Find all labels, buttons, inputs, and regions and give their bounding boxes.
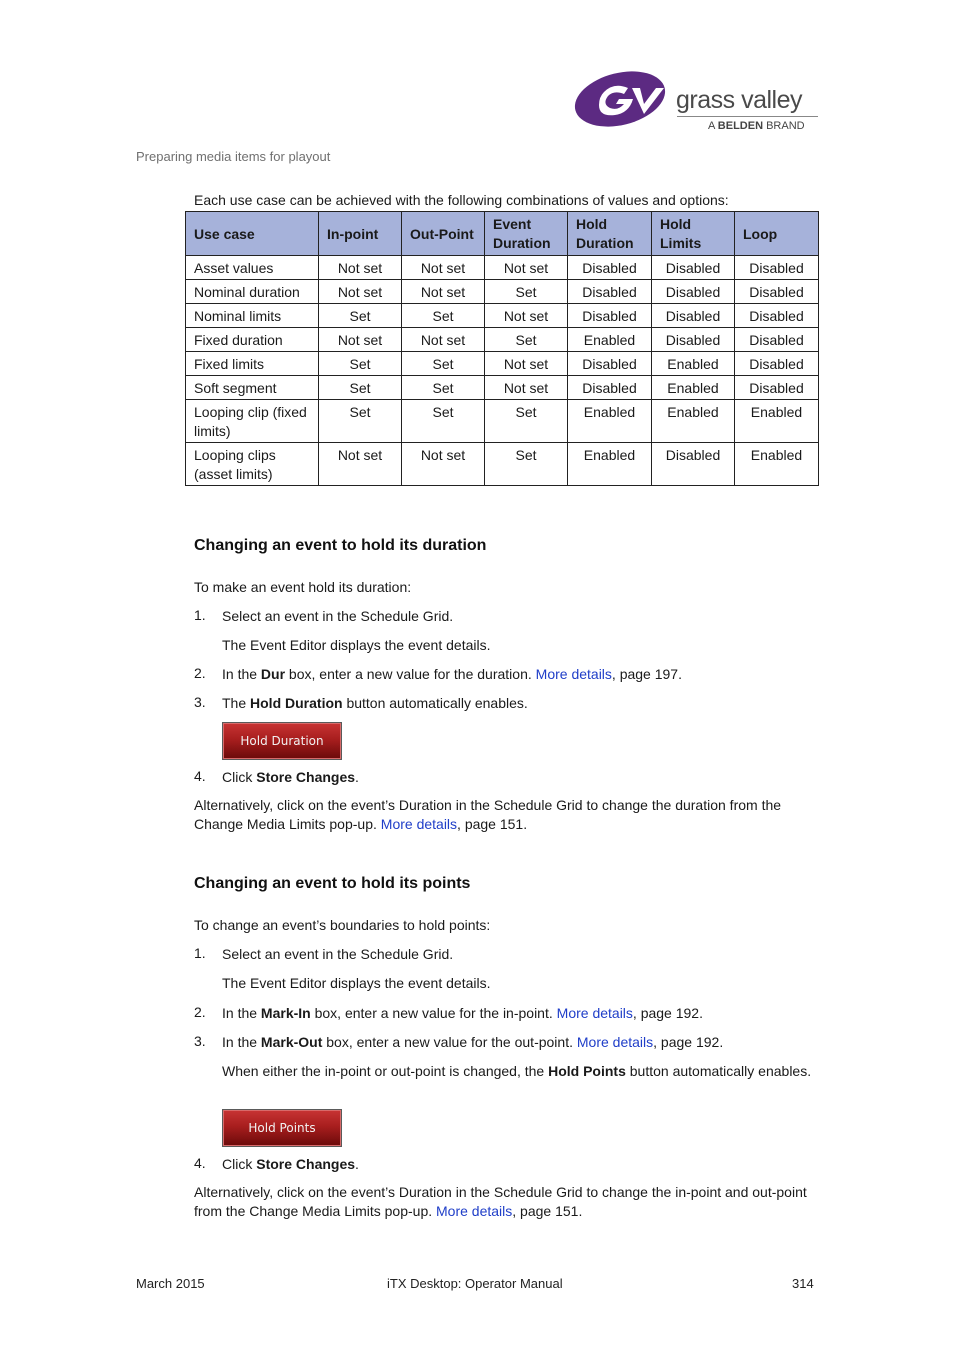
table-cell: Disabled xyxy=(735,376,819,400)
table-intro: Each use case can be achieved with the following combinations of values and options: xyxy=(194,192,729,208)
table-cell: Disabled xyxy=(568,376,652,400)
more-details-link[interactable]: More details xyxy=(436,1203,513,1219)
step-number: 2. xyxy=(194,1004,206,1020)
table-cell: Set xyxy=(485,328,568,352)
table-row xyxy=(186,400,819,443)
table-row xyxy=(186,376,819,400)
table-header-cell: Hold Limits xyxy=(652,212,735,256)
table-cell: Set xyxy=(402,304,485,328)
table-row xyxy=(186,256,819,280)
table-header-cell: Event Duration xyxy=(485,212,568,256)
table-cell: Not set xyxy=(402,256,485,280)
footer-date: March 2015 xyxy=(136,1276,205,1291)
footer-page-number: 314 xyxy=(792,1276,814,1291)
table-body xyxy=(186,256,819,486)
footer-title: iTX Desktop: Operator Manual xyxy=(387,1276,563,1291)
section2-step1: Select an event in the Schedule Grid. xyxy=(222,946,454,962)
table-row xyxy=(186,352,819,376)
table-cell: Disabled xyxy=(735,352,819,376)
table-cell: Set xyxy=(402,376,485,400)
hold-duration-button-image: Hold Duration xyxy=(222,722,342,760)
tagline-prefix: A xyxy=(708,120,715,132)
table-row-label: Fixed limits xyxy=(186,352,319,376)
hold-points-button-image: Hold Points xyxy=(222,1109,342,1147)
table-cell: Not set xyxy=(319,256,402,280)
table-header-cell: Out-Point xyxy=(402,212,485,256)
table-cell: Set xyxy=(485,443,568,486)
step-number: 3. xyxy=(194,694,206,710)
table-cell: Not set xyxy=(402,280,485,304)
section1-step1-note: The Event Editor displays the event details. xyxy=(222,637,491,653)
table-cell: Disabled xyxy=(652,328,735,352)
table-cell: Not set xyxy=(319,328,402,352)
logo-tagline xyxy=(708,120,805,132)
table-cell: Set xyxy=(485,280,568,304)
use-case-table xyxy=(185,211,819,486)
section1-step2: In the Dur box, enter a new value for the duration. More details, page 197. xyxy=(222,666,682,682)
table-cell: Disabled xyxy=(652,256,735,280)
table-cell: Not set xyxy=(319,280,402,304)
table-cell: Disabled xyxy=(735,280,819,304)
section-title-hold-points: Changing an event to hold its points xyxy=(194,875,471,892)
table-header-cell: Hold Duration xyxy=(568,212,652,256)
table-row xyxy=(186,304,819,328)
table-cell: Disabled xyxy=(652,280,735,304)
logo-divider xyxy=(677,116,818,117)
section2-alternative: Alternatively, click on the event’s Duration in the Schedule Grid to change the in-point and out-point from the Change Media Limits pop-up. More details, page 151. xyxy=(194,1184,807,1219)
section1-alternative: Alternatively, click on the event’s Duration in the Schedule Grid to change the duration from the Change Media Limits pop-up. More details, page 151. xyxy=(194,797,782,832)
table-cell: Disabled xyxy=(652,443,735,486)
table-row-label: Looping clip (fixed limits) xyxy=(186,400,319,443)
step-number: 4. xyxy=(194,768,206,784)
table-cell: Enabled xyxy=(735,400,819,443)
table-cell: Enabled xyxy=(735,443,819,486)
more-details-link[interactable]: More details xyxy=(576,1034,654,1050)
table-row-label: Soft segment xyxy=(186,376,319,400)
table-row-label: Asset values xyxy=(186,256,319,280)
table-cell: Set xyxy=(319,376,402,400)
logo-brand-text: grass valley xyxy=(676,86,802,114)
table-cell: Not set xyxy=(319,443,402,486)
more-details-link[interactable]: More details xyxy=(380,816,458,832)
step-number: 1. xyxy=(194,607,206,623)
table-cell: Disabled xyxy=(568,256,652,280)
table-cell: Disabled xyxy=(568,304,652,328)
section2-step3-note: When either the in-point or out-point is changed, the Hold Points button automatically enables. xyxy=(222,1063,812,1079)
section2-step1-note: The Event Editor displays the event details. xyxy=(222,975,491,991)
section1-step3: The Hold Duration button automatically enables. xyxy=(222,695,528,711)
table-cell: Enabled xyxy=(652,352,735,376)
section1-lead: To make an event hold its duration: xyxy=(194,579,412,595)
table-row xyxy=(186,328,819,352)
more-details-link[interactable]: More details xyxy=(556,1005,633,1021)
table-cell: Enabled xyxy=(568,328,652,352)
section1-step4: Click Store Changes. xyxy=(222,769,359,785)
section2-step2: In the Mark-In box, enter a new value for the in-point. More details, page 192. xyxy=(222,1005,703,1021)
tagline-suffix: BRAND xyxy=(766,120,805,132)
step-number: 1. xyxy=(194,945,206,961)
table-cell: Not set xyxy=(485,304,568,328)
table-header-row xyxy=(186,212,819,256)
section2-step3: In the Mark-Out box, enter a new value for the out-point. More details, page 192. xyxy=(222,1034,724,1050)
table-cell: Set xyxy=(402,352,485,376)
table-row xyxy=(186,280,819,304)
table-cell: Disabled xyxy=(568,280,652,304)
table-cell: Disabled xyxy=(735,304,819,328)
table-cell: Set xyxy=(319,400,402,443)
running-header: Preparing media items for playout xyxy=(136,149,331,164)
table-cell: Disabled xyxy=(652,304,735,328)
section2-lead: To change an event’s boundaries to hold points: xyxy=(194,917,491,933)
table-cell: Disabled xyxy=(735,328,819,352)
table-cell: Disabled xyxy=(568,352,652,376)
table-header-cell: Use case xyxy=(186,212,319,256)
table-cell: Set xyxy=(402,400,485,443)
table-cell: Enabled xyxy=(568,400,652,443)
table-cell: Disabled xyxy=(735,256,819,280)
table-cell: Not set xyxy=(485,376,568,400)
table-cell: Set xyxy=(485,400,568,443)
table-row-label: Nominal limits xyxy=(186,304,319,328)
step-number: 4. xyxy=(194,1155,206,1171)
table-cell: Not set xyxy=(402,443,485,486)
table-cell: Enabled xyxy=(652,400,735,443)
table-row xyxy=(186,443,819,486)
table-header-cell: Loop xyxy=(735,212,819,256)
table-cell: Set xyxy=(319,304,402,328)
table-row-label: Nominal duration xyxy=(186,280,319,304)
table-cell: Not set xyxy=(402,328,485,352)
table-cell: Set xyxy=(319,352,402,376)
section2-step4: Click Store Changes. xyxy=(222,1156,359,1172)
table-cell: Enabled xyxy=(652,376,735,400)
table-cell: Not set xyxy=(485,256,568,280)
grass-valley-logo xyxy=(574,70,824,136)
more-details-link[interactable]: More details xyxy=(535,666,612,682)
table-header-cell: In-point xyxy=(319,212,402,256)
table-cell: Not set xyxy=(485,352,568,376)
step-number: 3. xyxy=(194,1033,206,1049)
step-number: 2. xyxy=(194,665,206,681)
table-row-label: Fixed duration xyxy=(186,328,319,352)
section1-step1: Select an event in the Schedule Grid. xyxy=(222,608,454,624)
section-title-hold-duration: Changing an event to hold its duration xyxy=(194,537,487,554)
table-cell: Enabled xyxy=(568,443,652,486)
table-row-label: Looping clips (asset limits) xyxy=(186,443,319,486)
tagline-brand: BELDEN xyxy=(717,120,764,132)
